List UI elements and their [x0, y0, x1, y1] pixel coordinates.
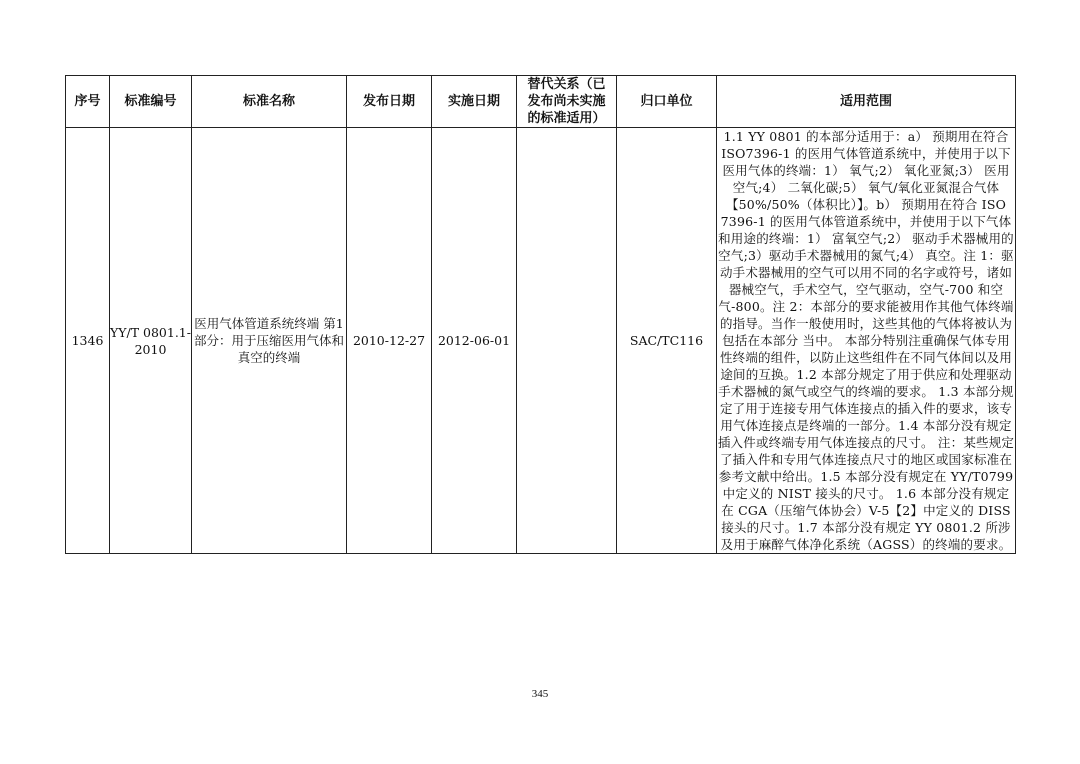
- cell-implement-date: 2012-06-01: [432, 128, 517, 554]
- header-name: 标准名称: [192, 76, 347, 128]
- header-code: 标准编号: [110, 76, 192, 128]
- cell-name: 医用气体管道系统终端 第1部分：用于压缩医用气体和真空的终端: [192, 128, 347, 554]
- cell-authority: SAC/TC116: [617, 128, 717, 554]
- header-scope: 适用范围: [717, 76, 1016, 128]
- cell-scope: 1.1 YY 0801 的本部分适用于：a） 预期用在符合 ISO7396-1 的医用气体管道系统中，并使用于以下医用气体的终端：1） 氧气;2） 氧化亚氮;3） 医用空气;4） 二氧化碳;5） 氧气/氧化亚氮混合气体【50%/50%（体积比）】。b） 预期用在符合 ISO 7396-1 的医用气体管道系统中，并使用于以下气体和用途的终端：1） 富氧空气;2） 驱动手术器械用的空气;3）驱动手术器械用的氮气;4） 真空。注 1：驱动手术器械用的空气可以用不同的名字或符号，诸如器械空气，手术空气，空气驱动，空气-700 和空气-800。注 2：本部分的要求能被用作其他气体终端的指导。当作一般使用时，这些其他的气体将被认为包括在本部分 当中。 本部分特别注重确保气体专用性终端的组件，以防止这些组件在不同气体间以及用途间的互换。1.2 本部分规定了用于供应和处理驱动手术器械的氮气或空气的终端的要求。 1.3 本部分规定了用于连接专用气体连接点的插入件的要求，该专用气体连接点是终端的一部分。1.4 本部分没有规定插入件或终端专用气体连接点的尺寸。 注：某些规定了插入件和专用气体连接点尺寸的地区或国家标准在参考文献中给出。1.5 本部分没有规定在 YY/T0799 中定义的 NIST 接头的尺寸。 1.6 本部分没有规定在 CGA（压缩气体协会）V-5【2】中定义的 DISS 接头的尺寸。1.7 本部分没有规定 YY 0801.2 所涉及用于麻醉气体净化系统（AGSS）的终端的要求。: [717, 129, 1015, 552]
- cell-replacement: [517, 128, 617, 554]
- header-implement-date: 实施日期: [432, 76, 517, 128]
- standards-table: [65, 75, 1016, 554]
- cell-code: YY/T 0801.1-2010: [110, 128, 192, 554]
- header-publish-date: 发布日期: [347, 76, 432, 128]
- page-number: 345: [531, 688, 549, 700]
- cell-publish-date: 2010-12-27: [347, 128, 432, 554]
- header-row: [66, 76, 1016, 128]
- header-authority: 归口单位: [617, 76, 717, 128]
- cell-seq: 1346: [66, 128, 110, 554]
- header-seq: 序号: [66, 76, 110, 128]
- table-row: [66, 128, 1016, 554]
- header-replacement: 替代关系（已发布尚未实施的标准适用）: [517, 76, 617, 128]
